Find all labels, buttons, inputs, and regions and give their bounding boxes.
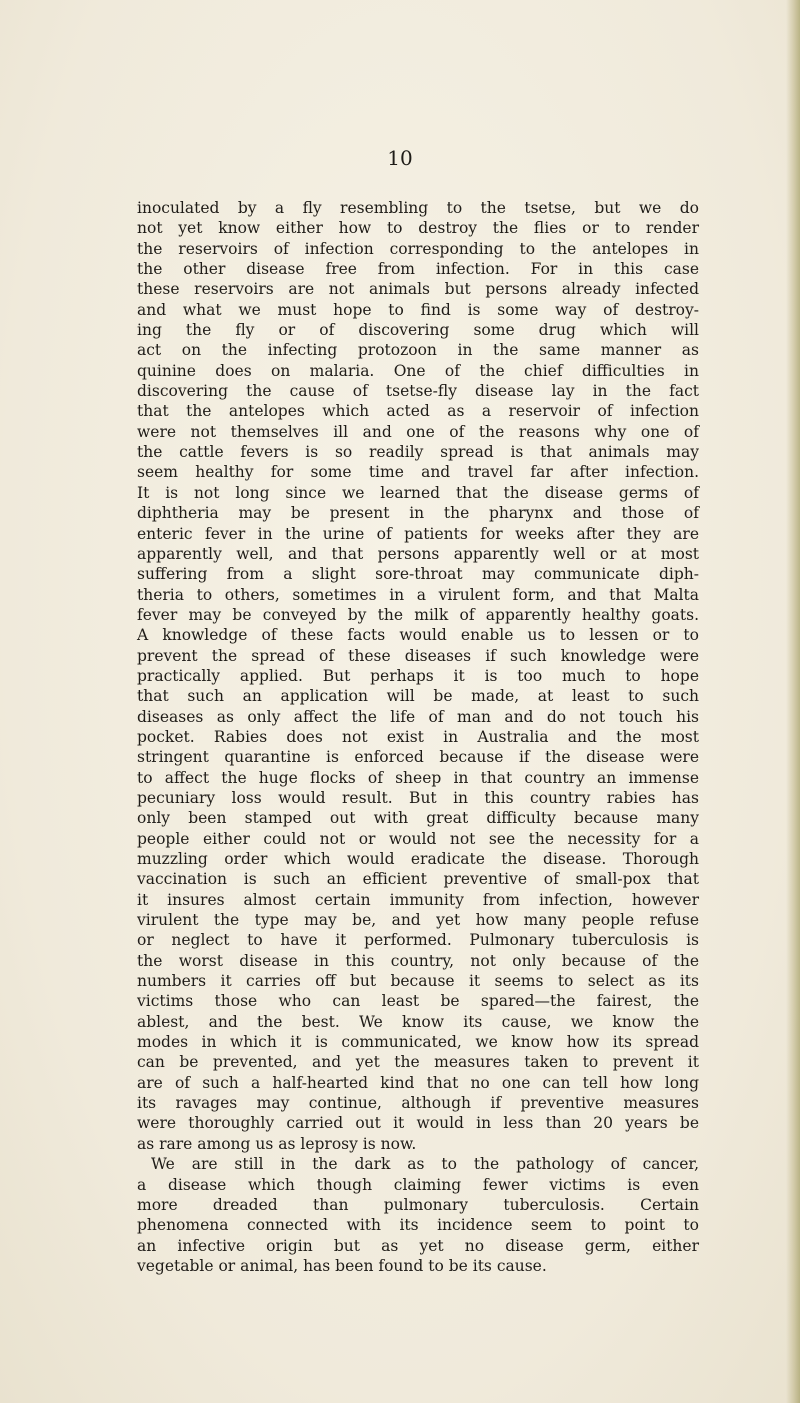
page-number: 10 (387, 146, 413, 170)
text-line: seem healthy for some time and travel far after infection. (137, 463, 699, 482)
text-line: ablest, and the best. We know its cause, we know the (137, 1012, 699, 1031)
paragraph (137, 1154, 699, 1276)
text-line: suffering from a slight sore-throat may communicate diph- (137, 565, 699, 584)
text-line: a disease which though claiming fewer victims is even (137, 1175, 699, 1194)
text-line: are of such a half-hearted kind that no one can tell how long (137, 1073, 699, 1092)
text-line: that such an application will be made, at least to such (137, 687, 699, 706)
text-line: vegetable or animal, has been found to be its cause. (137, 1256, 547, 1275)
text-line: ing the fly or of discovering some drug which will (137, 321, 699, 340)
text-line: quinine does on malaria. One of the chief difficulties in (137, 361, 699, 380)
text-line: inoculated by a fly resembling to the tsetse, but we do (137, 199, 699, 217)
text-line: modes in which it is communicated, we know how its spread (137, 1033, 699, 1052)
text-line: apparently well, and that persons apparently well or at most (137, 544, 699, 563)
text-line: fever may be conveyed by the milk of apparently healthy goats. (137, 605, 699, 624)
text-line: enteric fever in the urine of patients for weeks after they are (137, 524, 699, 543)
text-line: victims those who can least be spared—the fairest, the (137, 992, 699, 1011)
text-line: We are still in the dark as to the pathology of cancer, (151, 1155, 699, 1174)
text-line: prevent the spread of these diseases if such knowledge were (137, 646, 699, 665)
body-text (137, 198, 699, 1276)
text-line: act on the infecting protozoon in the same manner as (137, 341, 699, 360)
text-line: or neglect to have it performed. Pulmonary tuberculosis is (137, 931, 699, 950)
text-line: theria to others, sometimes in a virulent form, and that Malta (137, 585, 699, 604)
text-line: the worst disease in this country, not only because of the (137, 951, 699, 970)
text-line: virulent the type may be, and yet how many people refuse (137, 911, 699, 930)
text-line: an infective origin but as yet no disease germ, either (137, 1236, 699, 1255)
page-edge-shadow (786, 0, 800, 1403)
text-line: were thoroughly carried out it would in less than 20 years be (137, 1114, 699, 1133)
text-line: It is not long since we learned that the disease germs of (137, 483, 699, 502)
text-line: can be prevented, and yet the measures taken to prevent it (137, 1053, 699, 1072)
text-line: more dreaded than pulmonary tuberculosis. Certain (137, 1195, 699, 1214)
text-line: numbers it carries off but because it seems to select as its (137, 972, 699, 991)
text-line: that the antelopes which acted as a reservoir of infection (137, 402, 699, 421)
text-line: practically applied. But perhaps it is too much to hope (137, 666, 699, 685)
text-line: not yet know either how to destroy the flies or to render (137, 219, 699, 238)
paragraph (137, 198, 699, 1154)
text-line: diseases as only affect the life of man and do not touch his (137, 707, 699, 726)
text-line: vaccination is such an efficient preventive of small-pox that (137, 870, 699, 889)
text-line: and what we must hope to find is some way of destroy- (137, 300, 699, 319)
text-line: its ravages may continue, although if preventive measures (137, 1094, 699, 1113)
text-line: these reservoirs are not animals but persons already infected (137, 280, 699, 299)
text-line: were not themselves ill and one of the reasons why one of (137, 422, 699, 441)
text-line: people either could not or would not see the necessity for a (137, 829, 699, 848)
text-line: to affect the huge flocks of sheep in that country an immense (137, 768, 699, 787)
text-line: only been stamped out with great difficulty because many (137, 809, 699, 828)
text-line: it insures almost certain immunity from infection, however (137, 890, 699, 909)
text-line: the cattle fevers is so readily spread is that animals may (137, 443, 699, 462)
text-line: muzzling order which would eradicate the disease. Thorough (137, 850, 699, 868)
text-line: diphtheria may be present in the pharynx and those of (137, 504, 699, 523)
text-line: as rare among us as leprosy is now. (137, 1134, 417, 1153)
text-line: the other disease free from infection. For in this case (137, 260, 699, 279)
text-line: stringent quarantine is enforced because if the disease were (137, 748, 699, 767)
text-line: pocket. Rabies does not exist in Australia and the most (137, 727, 699, 746)
text-line: discovering the cause of tsetse-fly disease lay in the fact (137, 382, 699, 401)
text-line: pecuniary loss would result. But in this country rabies has (137, 788, 699, 807)
text-line: the reservoirs of infection corresponding to the antelopes in (137, 239, 699, 258)
text-line: phenomena connected with its incidence seem to point to (137, 1216, 699, 1235)
text-line: A knowledge of these facts would enable us to lessen or to (137, 626, 699, 645)
